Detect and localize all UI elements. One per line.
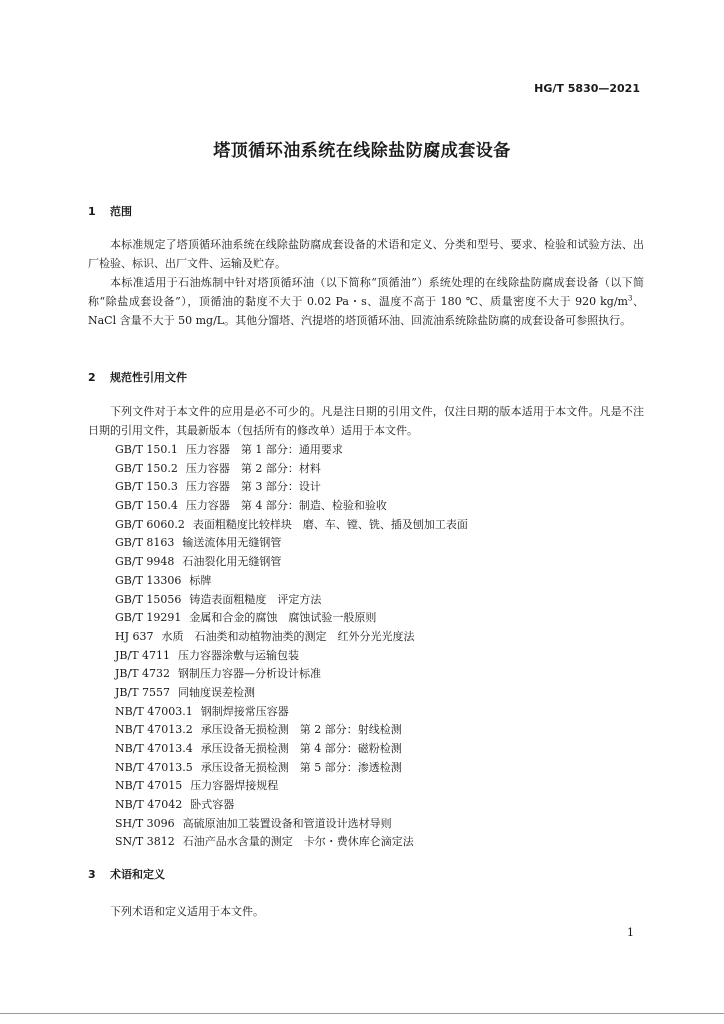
reference-item — [115, 777, 468, 796]
section-number: 1 — [88, 205, 96, 218]
scope-paragraph-2-text-b: 、NaCl 含量不大于 50 mg/L。其他分馏塔、汽提塔的塔顶循环油、回流油系统除盐防腐的成套设备可参照执行。 — [88, 295, 645, 327]
scope-paragraph-1: 本标准规定了塔顶循环油系统在线除盐防腐成套设备的术语和定义、分类和型号、要求、检验和试验方法、出厂检验、标识、出厂文件、运输及贮存。 — [88, 238, 644, 270]
page-number: 1 — [627, 926, 634, 939]
reference-code: GB/T 150.3 — [115, 480, 178, 494]
reference-title: 压力容器涂敷与运输包装 — [178, 648, 300, 662]
reference-title: 钢制压力容器—分析设计标准 — [178, 667, 322, 681]
reference-title: 标牌 — [189, 573, 212, 587]
reference-item — [115, 684, 468, 703]
reference-code: JB/T 7557 — [115, 685, 171, 699]
reference-title: 水质 石油类和动植物油类的测定 红外分光光度法 — [161, 629, 415, 643]
section-number: 3 — [88, 868, 96, 881]
reference-title: 压力容器 第 3 部分：设计 — [185, 480, 321, 494]
reference-code: SN/T 3812 — [115, 835, 175, 849]
reference-title: 压力容器焊接规程 — [190, 779, 279, 793]
reference-item — [115, 460, 468, 479]
reference-code: GB/T 15056 — [115, 592, 182, 606]
normative-reference-list — [115, 441, 468, 852]
reference-title: 承压设备无损检测 第 4 部分：磁粉检测 — [200, 742, 402, 755]
scope-paragraph-2-text-a: 本标准适用于石油炼制中针对塔顶循环油（以下简称“顶循油”）系统处理的在线除盐防腐成套设备（以下简称“除盐成套设备”），顶循油的黏度不大于 0.02 Pa・s、温度不高于 180 ℃、质量密度不大于 920 kg/m — [88, 276, 644, 308]
scope-paragraph-2 — [88, 273, 644, 330]
reference-code: JB/T 4732 — [115, 667, 171, 681]
reference-code: NB/T 47013.2 — [115, 723, 193, 737]
document-title: 塔顶循环油系统在线除盐防腐成套设备 — [213, 141, 511, 161]
reference-code: NB/T 47042 — [115, 798, 183, 812]
terms-intro: 下列术语和定义适用于本文件。 — [110, 905, 264, 918]
reference-title: 钢制焊接常压容器 — [200, 704, 289, 718]
reference-item — [115, 441, 468, 460]
reference-code: GB/T 19291 — [115, 611, 182, 625]
reference-item — [115, 665, 468, 684]
reference-code: JB/T 4711 — [115, 648, 171, 662]
reference-title: 石油产品水含量的测定 卡尔・费休库仑滴定法 — [182, 835, 414, 849]
reference-title: 表面粗糙度比较样块 磨、车、镗、铣、插及刨加工表面 — [192, 517, 468, 531]
reference-title: 石油裂化用无缝钢管 — [182, 555, 282, 569]
section-title: 规范性引用文件 — [110, 371, 187, 384]
reference-item — [115, 628, 468, 647]
reference-item — [115, 796, 468, 815]
reference-item — [115, 721, 468, 740]
reference-code: NB/T 47003.1 — [115, 704, 193, 718]
reference-item — [115, 647, 468, 666]
reference-item — [115, 497, 468, 516]
reference-title: 铸造表面粗糙度 评定方法 — [189, 592, 322, 606]
reference-title: 卧式容器 — [190, 798, 235, 812]
reference-title: 输送流体用无缝钢管 — [182, 536, 282, 550]
reference-item — [115, 553, 468, 572]
reference-item — [115, 815, 468, 834]
reference-item — [115, 609, 468, 628]
section-number: 2 — [88, 371, 96, 384]
reference-code: NB/T 47015 — [115, 779, 183, 793]
reference-title: 压力容器 第 2 部分：材料 — [185, 461, 321, 475]
section-title: 范围 — [110, 205, 132, 218]
reference-title: 高硫原油加工装置设备和管道设计选材导则 — [182, 816, 392, 830]
reference-item — [115, 759, 468, 778]
reference-code: GB/T 9948 — [115, 555, 175, 569]
reference-item — [115, 833, 468, 852]
reference-item — [115, 572, 468, 591]
section-heading-scope — [88, 203, 132, 219]
section-heading-normative-references — [88, 369, 187, 385]
reference-code: SH/T 3096 — [115, 816, 175, 830]
reference-code: HJ 637 — [115, 629, 154, 643]
reference-code: GB/T 150.4 — [115, 499, 178, 513]
reference-item — [115, 478, 468, 497]
superscript: 3 — [627, 294, 633, 303]
normative-intro: 下列文件对于本文件的应用是必不可少的。凡是注日期的引用文件，仅注日期的版本适用于本文件。凡是不注日期的引用文件，其最新版本（包括所有的修改单）适用于本文件。 — [88, 405, 644, 437]
reference-code: GB/T 150.2 — [115, 461, 178, 475]
reference-item — [115, 703, 468, 722]
section-heading-terms — [88, 866, 165, 882]
standard-code: HG/T 5830—2021 — [534, 82, 640, 95]
reference-title: 压力容器 第 1 部分：通用要求 — [185, 443, 343, 456]
reference-title: 同轴度误差检测 — [178, 685, 256, 699]
reference-title: 承压设备无损检测 第 2 部分：射线检测 — [200, 723, 402, 737]
reference-code: NB/T 47013.5 — [115, 760, 193, 774]
reference-item — [115, 740, 468, 759]
reference-code: GB/T 8163 — [115, 536, 175, 550]
reference-item — [115, 516, 468, 535]
reference-item — [115, 591, 468, 610]
reference-title: 承压设备无损检测 第 5 部分：渗透检测 — [200, 760, 402, 774]
reference-code: GB/T 150.1 — [115, 443, 178, 456]
reference-title: 压力容器 第 4 部分：制造、检验和验收 — [185, 499, 387, 513]
reference-item — [115, 534, 468, 553]
section-title: 术语和定义 — [110, 868, 165, 881]
reference-code: GB/T 6060.2 — [115, 517, 185, 531]
reference-title: 金属和合金的腐蚀 腐蚀试验一般原则 — [189, 611, 377, 625]
reference-code: GB/T 13306 — [115, 573, 182, 587]
reference-code: NB/T 47013.4 — [115, 742, 193, 755]
page-bottom-rule — [0, 1013, 724, 1014]
